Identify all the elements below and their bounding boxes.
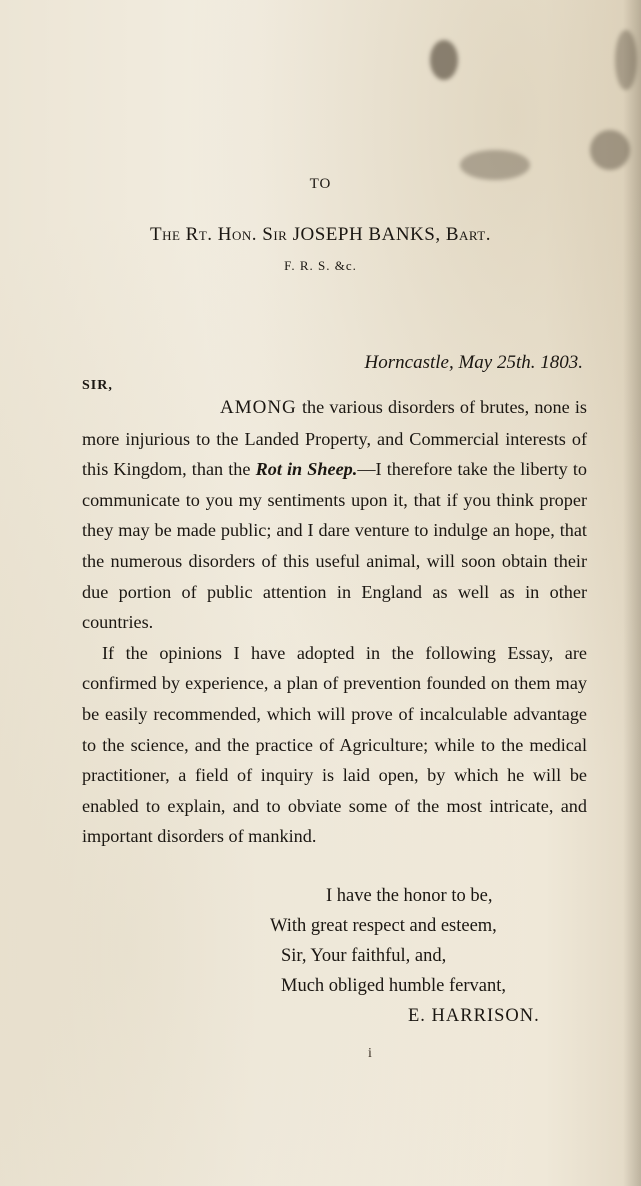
closing-line-4: Much obliged humble fervant, (281, 976, 507, 996)
closing-line-2: With great respect and esteem, (270, 916, 497, 936)
dedicatee-name: JOSEPH BANKS, (292, 224, 441, 245)
page-mark: i (368, 1046, 372, 1061)
closing-line-1: I have the honor to be, (326, 886, 493, 906)
paragraph-1-first-word: AMONG (220, 397, 297, 418)
ink-smudge (590, 130, 630, 170)
paragraph-1-emphasis: Rot in Sheep. (255, 459, 358, 480)
dedicatee-credentials: F. R. S. &c. (284, 258, 357, 273)
to-line: TO (309, 176, 332, 192)
letter-salutation: SIR, (82, 378, 113, 393)
paragraph-2: If the opinions I have adopted in the following Essay, are confirmed by experience, a plan of prevention founded on them may be easily recommended, which will prove of incalculable advantage to the science, and the practice of Agriculture; while to the medical practitioner, a field of inquiry is laid open, by which he will be enabled to explain, and to obviate some of the most intricate, and important disorders of mankind. (82, 642, 587, 847)
ink-smudge (430, 40, 458, 80)
paragraph-1-text-b: —I therefore take the liberty to communicate to you my sentiments upon it, that if you think proper they may be made public; and I dare venture to indulge an hope, that the numerous disorders of this useful animal, will soon obtain their due portion of public attention in England as well as in other countries. (82, 459, 587, 633)
paragraph-1 (82, 392, 587, 638)
ink-smudge (615, 30, 637, 90)
dedicatee-prefix: The Rt. Hon. Sir (149, 224, 288, 245)
paragraph-1-text-a: the various disorders of brutes, none is more injurious to the Landed Property, and Commercial interests of this Kingdom, than the (82, 397, 587, 480)
letter-body (82, 392, 587, 852)
letter-dateline: Horncastle, May 25th. 1803. (364, 352, 583, 373)
dedicatee-line (0, 224, 641, 246)
dedicatee-suffix: Bart. (445, 224, 491, 245)
closing-line-3: Sir, Your faithful, and, (281, 946, 447, 966)
closing-signature: E. HARRISON. (408, 1006, 540, 1026)
